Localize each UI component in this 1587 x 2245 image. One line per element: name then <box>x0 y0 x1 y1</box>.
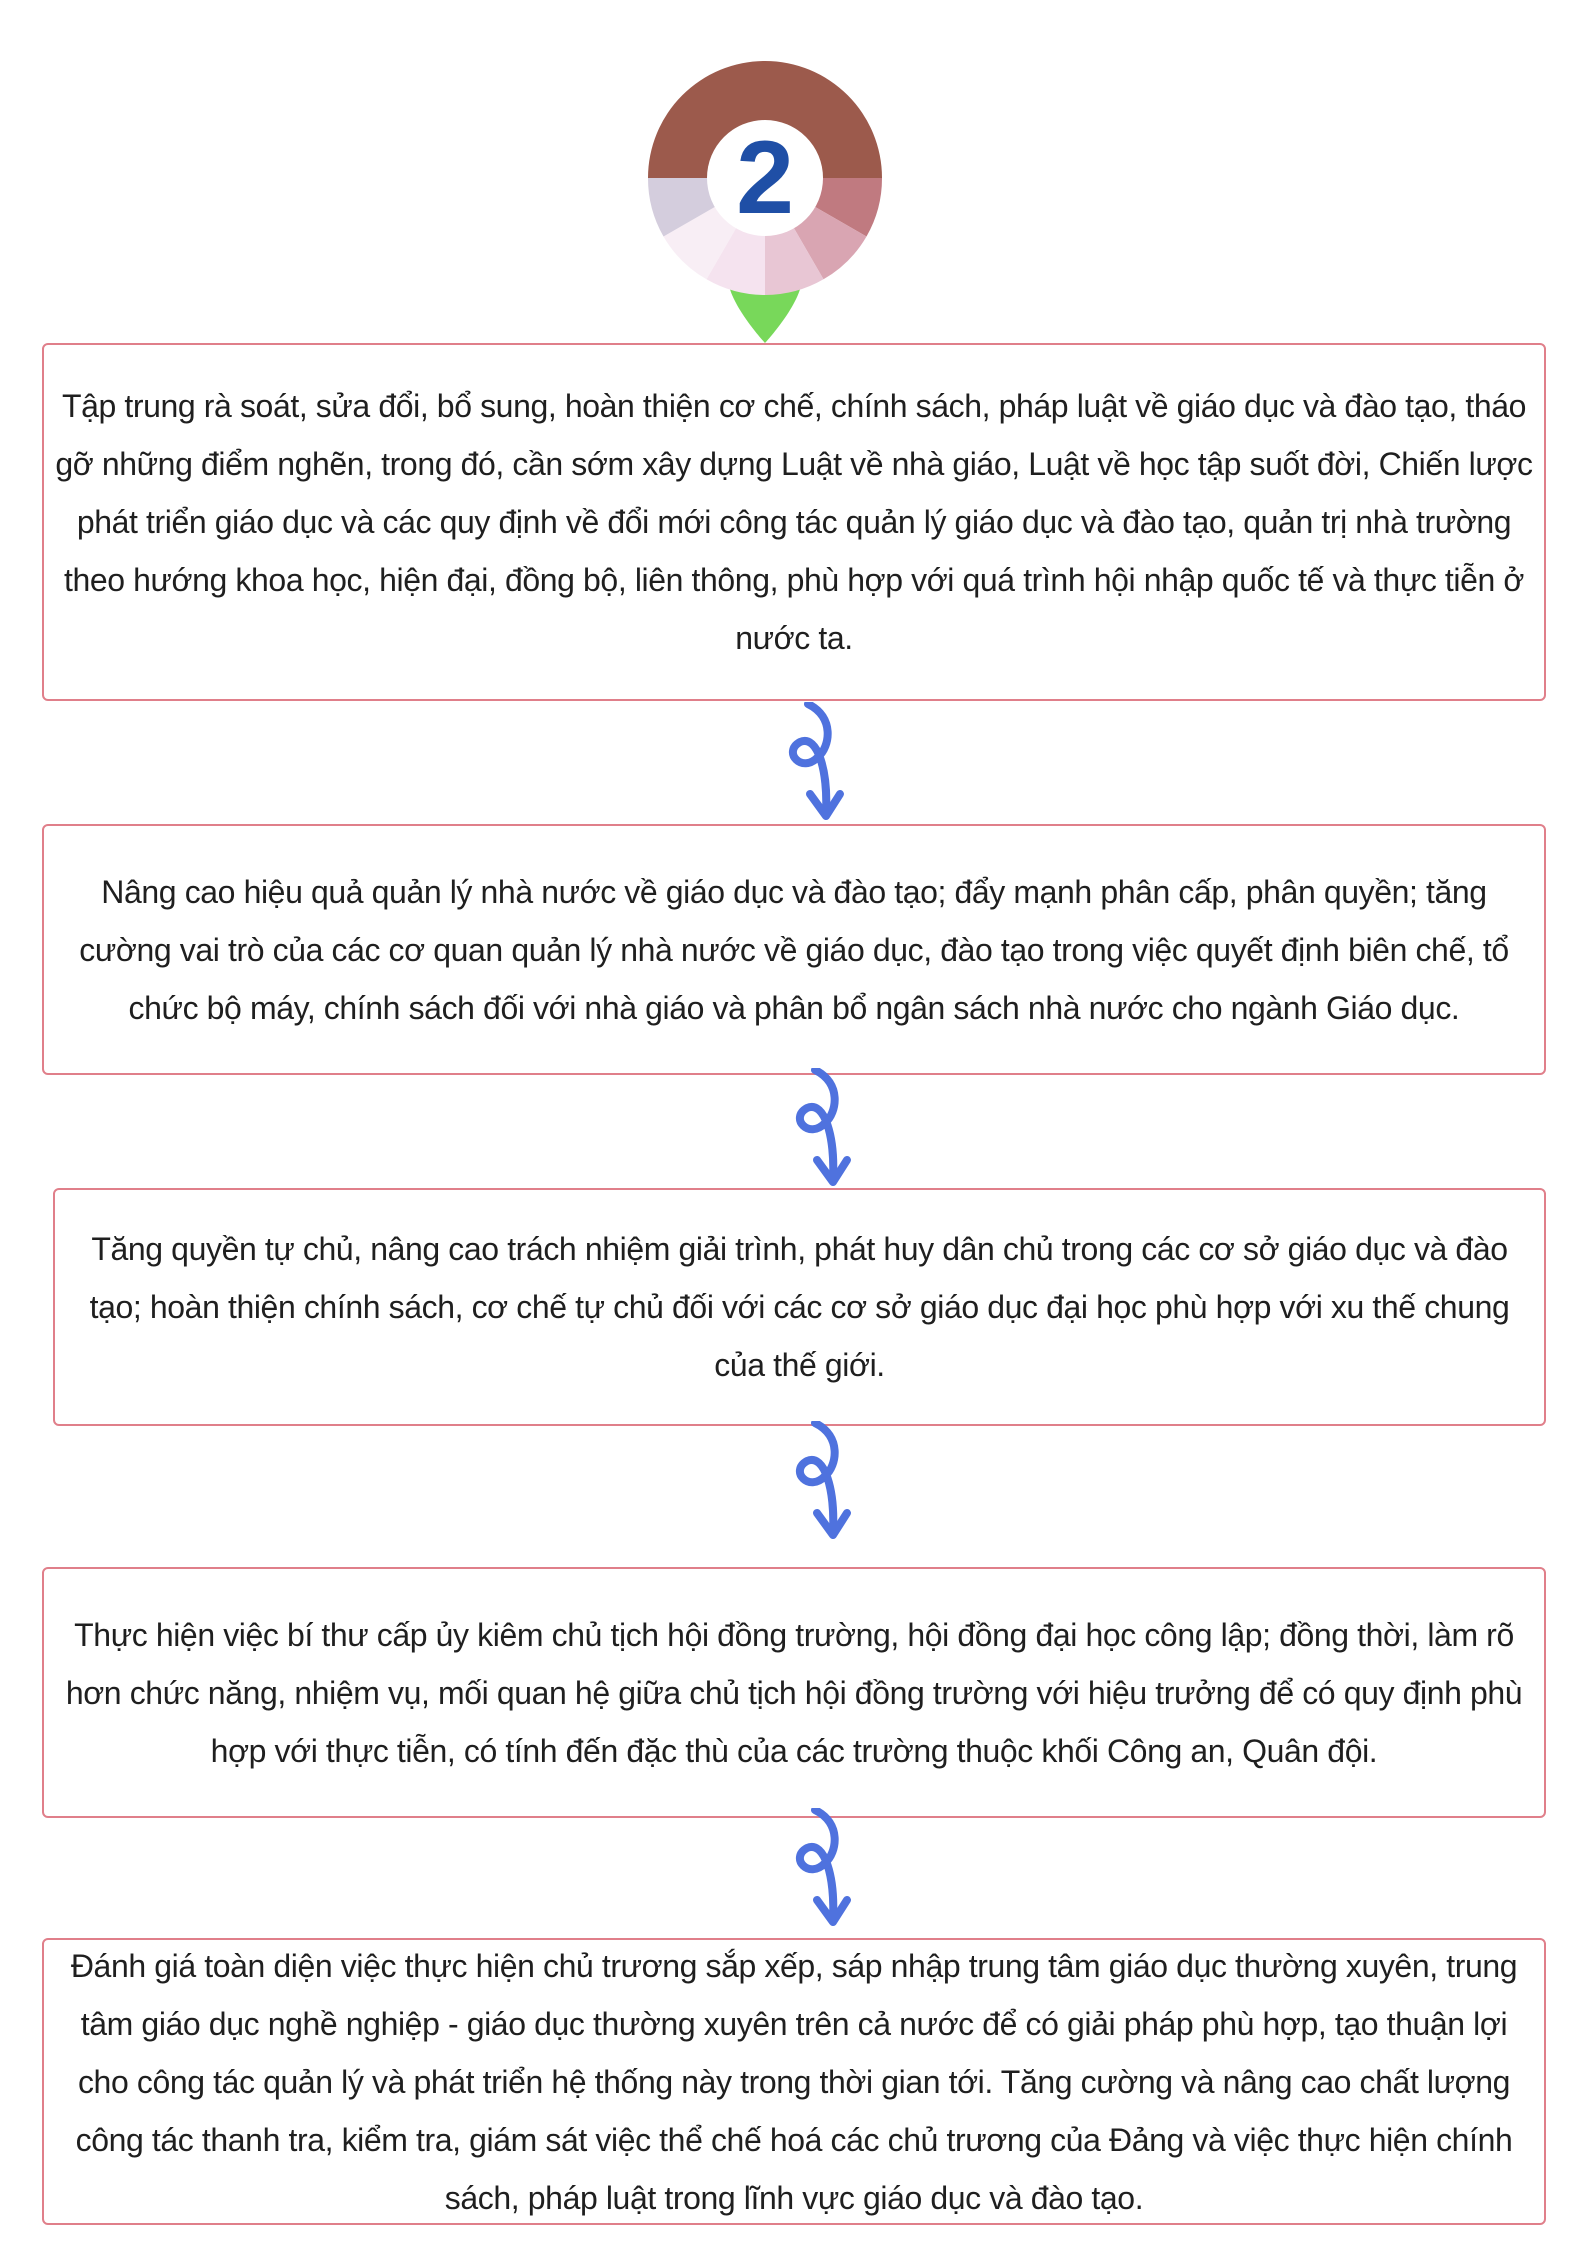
curly-arrow-down-icon <box>787 1421 867 1541</box>
step-box-1 <box>42 343 1546 701</box>
curly-arrow-down-icon <box>780 702 860 822</box>
step-box-2 <box>42 824 1546 1075</box>
step-number: 2 <box>736 120 794 236</box>
step-text-2: Nâng cao hiệu quả quản lý nhà nước về giáo dục và đào tạo; đẩy mạnh phân cấp, phân quyền; tăng cường vai trò của các cơ quan quản lý nhà nước về giáo dục, đào tạo trong việc quyết định biên chế, tổ chức bộ máy, chính sách đối với nhà giáo và phân bổ ngân sách nhà nước cho ngành Giáo dục. <box>79 873 1509 1026</box>
curly-arrow-down-icon <box>787 1808 867 1928</box>
step-box-5 <box>42 1938 1546 2225</box>
step-text-5: Đánh giá toàn diện việc thực hiện chủ trương sắp xếp, sáp nhập trung tâm giáo dục thường xuyên, trung tâm giáo dục nghề nghiệp - giáo dục thường xuyên trên cả nước để có giải pháp phù hợp, tạo thuận lợi cho công tác quản lý và phát triển hệ thống này trong thời gian tới. Tăng cường và nâng cao chất lượng công tác thanh tra, kiểm tra, giám sát việc thể chế hoá các chủ trương của Đảng và việc thực hiện chính sách, pháp luật trong lĩnh vực giáo dục và đào tạo. <box>70 1947 1518 2216</box>
step-badge <box>645 58 885 348</box>
step-box-3 <box>53 1188 1546 1426</box>
step-text-4: Thực hiện việc bí thư cấp ủy kiêm chủ tịch hội đồng trường, hội đồng đại học công lập; đồng thời, làm rõ hơn chức năng, nhiệm vụ, mối quan hệ giữa chủ tịch hội đồng trường với hiệu trưởng để có quy định phù hợp với thực tiễn, có tính đến đặc thù của các trường thuộc khối Công an, Quân đội. <box>65 1616 1523 1769</box>
step-text-3: Tăng quyền tự chủ, nâng cao trách nhiệm giải trình, phát huy dân chủ trong các cơ sở giáo dục và đào tạo; hoàn thiện chính sách, cơ chế tự chủ đối với các cơ sở giáo dục đại học phù hợp với xu thế chung của thế giới. <box>89 1231 1510 1383</box>
curly-arrow-down-icon <box>787 1068 867 1188</box>
step-text-1: Tập trung rà soát, sửa đổi, bổ sung, hoàn thiện cơ chế, chính sách, pháp luật về giáo dục và đào tạo, tháo gỡ những điểm nghẽn, trong đó, cần sớm xây dựng Luật về nhà giáo, Luật về học tập suốt đời, Chiến lược phát triển giáo dục và các quy định về đổi mới công tác quản lý giáo dục và đào tạo, quản trị nhà trường theo hướng khoa học, hiện đại, đồng bộ, liên thông, phù hợp với quá trình hội nhập quốc tế và thực tiễn ở nước ta. <box>55 388 1533 656</box>
step-box-4 <box>42 1567 1546 1818</box>
